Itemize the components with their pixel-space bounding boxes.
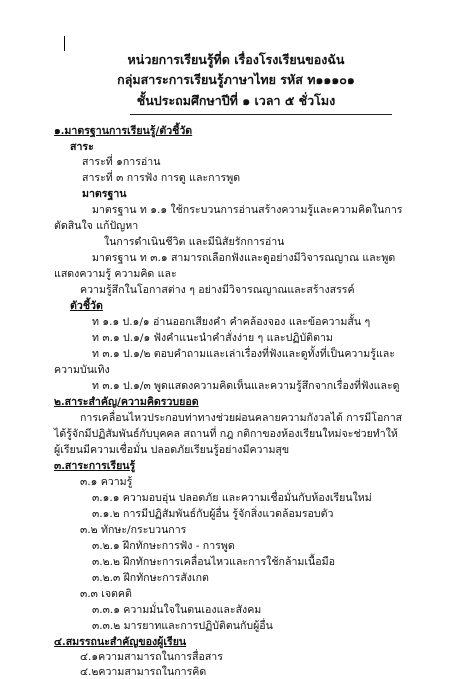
standard-3-1-line-1: มาตรฐาน ท ๓.๑ สามารถเลือกฟังและดูอย่างมีวิจารณญาณ และพูด — [92, 252, 396, 264]
attitude-heading: ๓.๓ เจตคติ — [80, 588, 132, 600]
skills-heading: ๓.๒ ทักษะ/กระบวนการ — [80, 524, 187, 536]
strand-label: สาระ — [70, 141, 94, 153]
indicator-2: ท ๓.๑ ป.๑/๑ ฟังคำแนะนำคำสั่งง่าย ๆ และปฏิบัติตาม — [92, 332, 333, 344]
standard-1-1-line-2: ตัดสินใจ แก้ปัญหา — [54, 220, 139, 232]
competency-1: ๔.๑ความสามารถในการสื่อสาร — [80, 651, 223, 663]
concept-line-3: ผู้เรียนมีความเชื่อมั่น ปลอดภัยเรียนรู้อย่างมีความสุข — [54, 444, 290, 456]
indicator-4: ท ๓.๑ ป.๑/๓ พูดแสดงความคิดเห็นและความรู้สึกจากเรื่องที่ฟังและดู — [92, 380, 400, 392]
standard-3-1-line-2: แสดงความรู้ ความคิด และ — [54, 268, 177, 280]
knowledge-heading: ๓.๑ ความรู้ — [80, 476, 133, 488]
concept-line-2: ได้รู้จักมีปฏิสัมพันธ์กับบุคคล สถานที่ กฎ กติกาของห้องเรียนใหม่จะช่วยทำให้ — [54, 428, 398, 440]
indicator-3-line-1: ท ๓.๑ ป.๑/๒ ตอบคำถามและเล่าเรื่องที่ฟังและดูทั้งที่เป็นความรู้และ — [92, 348, 395, 360]
grade-time-line: ชั้นประถมศึกษาปีที่ ๑ เวลา ๕ ชั่วโมง — [136, 93, 336, 108]
strand-3: สาระที่ ๓ การฟัง การดู และการพูด — [82, 172, 241, 184]
standard-label: มาตรฐาน — [82, 188, 127, 200]
indicators-label: ตัวชี้วัด — [70, 300, 103, 312]
attitude-item-1: ๓.๓.๑ ความมั่นใจในตนเองและสังคม — [92, 604, 262, 616]
indicator-3-line-2: ความบันเทิง — [54, 364, 110, 376]
standard-1-1-line-1: มาตรฐาน ท ๑.๑ ใช้กระบวนการอ่านสร้างความรู้และความคิดในการ — [92, 204, 403, 216]
strand-1: สาระที่ ๑การอ่าน — [82, 156, 161, 168]
skill-item-1: ๓.๒.๑ ฝึกทักษะการฟัง - การพูด — [92, 540, 235, 552]
skill-item-2: ๓.๒.๒ ฝึกทักษะการเคลื่อนไหวและการใช้กล้ามเนื้อมือ — [92, 556, 335, 568]
knowledge-item-2: ๓.๑.๒ การมีปฏิสัมพันธ์กับผู้อื่น รู้จักสิ่งแวดล้อมรอบตัว — [92, 508, 334, 520]
section-1-title: ๑.มาตรฐานการเรียนรู้/ตัวชี้วัด — [54, 125, 193, 137]
indicator-1: ท ๑.๑ ป.๑/๑ อ่านออกเสียงคำ คำคล้องจอง และข้อความสั้น ๆ — [92, 316, 371, 328]
unit-title: หน่วยการเรียนรู้ที่ด เรื่องโรงเรียนของฉัน — [127, 52, 345, 67]
header-underline — [130, 114, 392, 115]
standard-1-1-line-3: ในการดำเนินชีวิต และมีนิสัยรักการอ่าน — [104, 236, 285, 248]
section-3-title: ๓.สาระการเรียนรู้ — [54, 460, 136, 472]
skill-item-3: ๓.๒.๓ ฝึกทักษะการสังเกต — [92, 572, 209, 584]
subject-code-line: กลุ่มสาระการเรียนรู้ภาษาไทย รหัส ท๑๑๑๐๑ — [117, 72, 355, 87]
standard-3-1-line-3: ความรู้สึกในโอกาสต่าง ๆ อย่างมีวิจารณญาณและสร้างสรรค์ — [80, 284, 355, 296]
competency-2: ๔.๒ความสามารถในการคิด — [80, 666, 207, 678]
section-2-title: ๒.สาระสำคัญ/ความคิดรวบยอด — [54, 396, 199, 408]
attitude-item-2: ๓.๓.๒ มารยาทและการปฏิบัติตนกับผู้อื่น — [92, 620, 273, 632]
knowledge-item-1: ๓.๑.๑ ความอบอุ่น ปลอดภัย และความเชื่อมั่นกับห้องเรียนใหม่ — [92, 492, 372, 504]
concept-line-1: การเคลื่อนไหวประกอบท่าทางช่วยผ่อนคลายความกังวลได้ การมีโอกาส — [80, 412, 403, 424]
text-cursor — [64, 36, 65, 51]
section-4-title: ๔.สมรรถนะสำคัญของผู้เรียน — [54, 636, 187, 648]
